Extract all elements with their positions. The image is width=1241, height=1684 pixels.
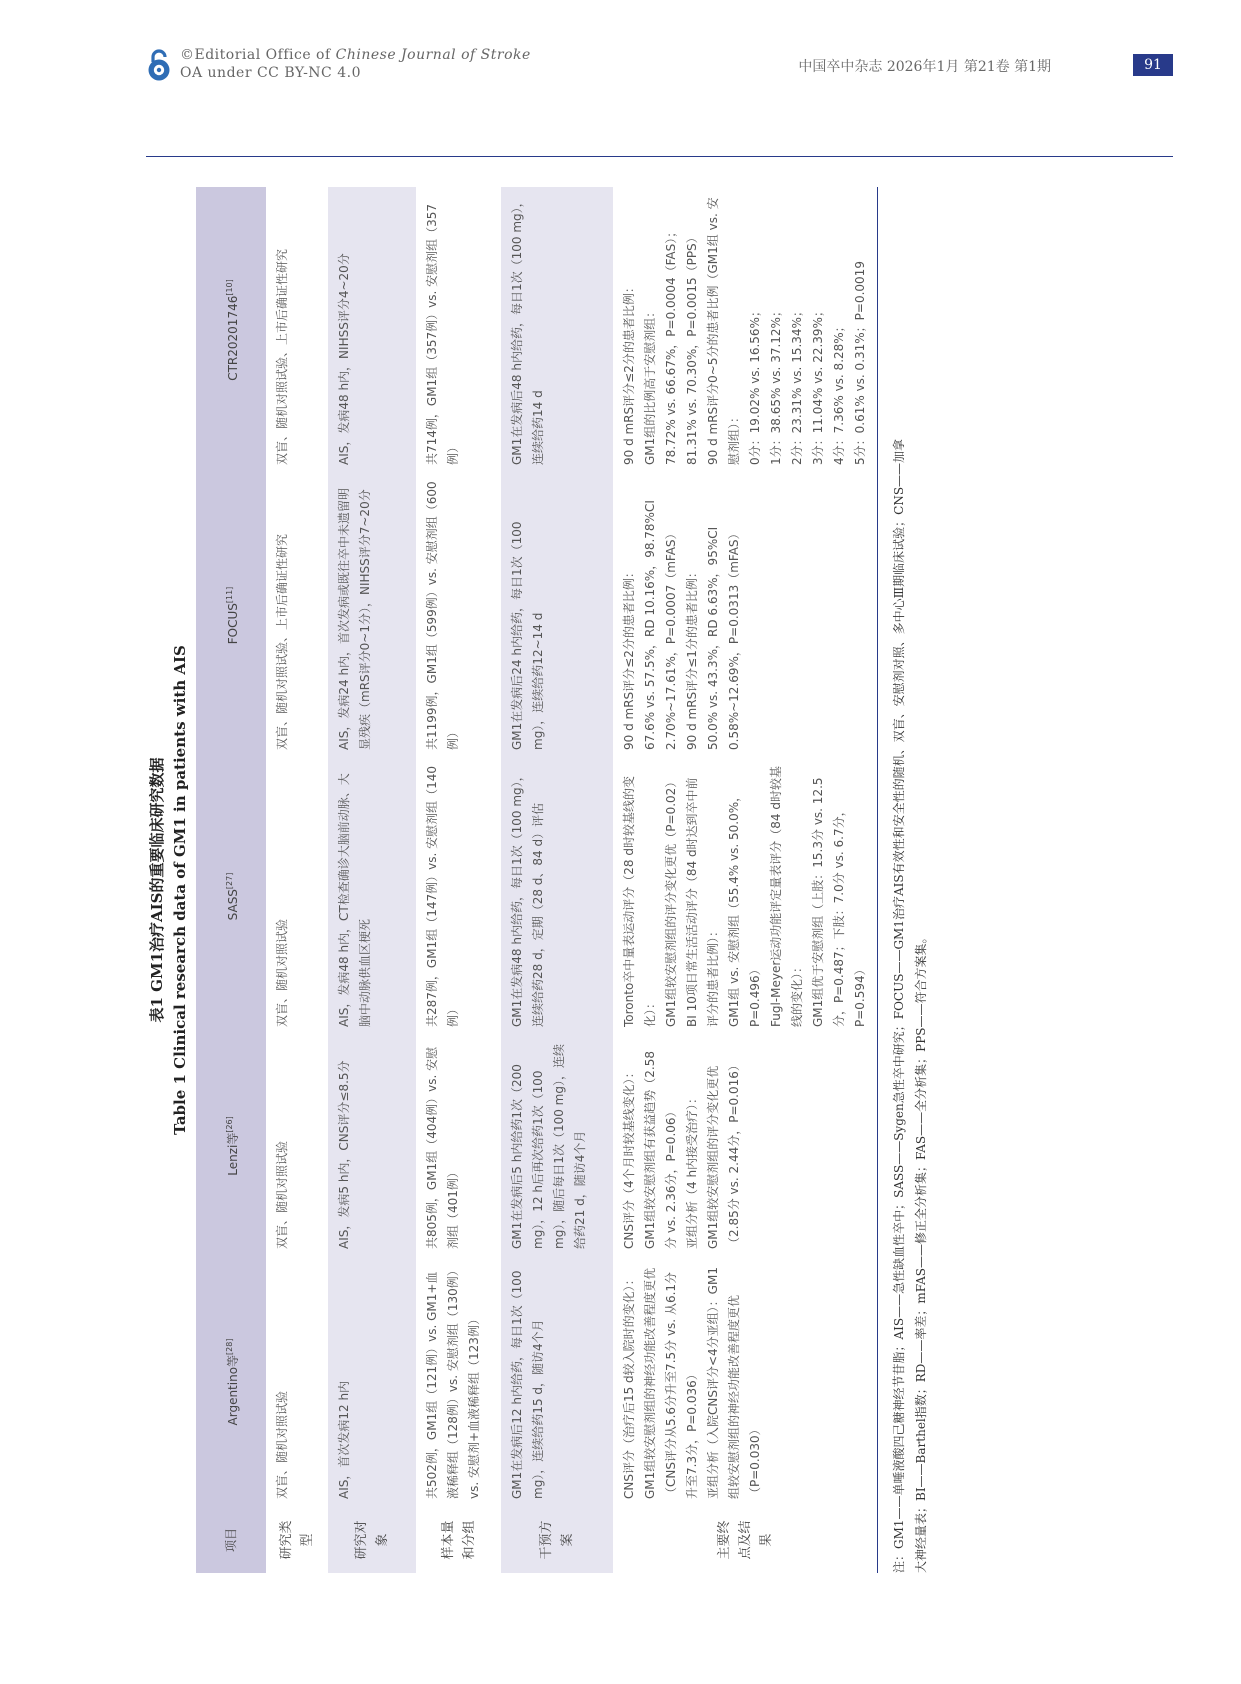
- table-cell: CNS评分（治疗后15 d较入院时的变化）： GM1组较安慰剂组的神经功能改善程度更优（CNS评分从5.6分升至7.5分 vs. 从6.1分升至7.3分，P=0.036） 亚组分析（入院CNS评分<4分亚组）：GM1组较安慰剂组的神经功能改善程度更优（P=0.030）: [613, 1257, 878, 1507]
- table-cell: AIS，首次发病12 h内: [328, 1257, 416, 1507]
- copyright-journal: Chinese Journal of Stroke: [335, 47, 531, 63]
- table-row: [501, 187, 613, 1573]
- table-cell: 双盲、随机对照试验、上市后确证性研究: [275, 248, 289, 465]
- table-cell: GM1在发病后24 h内给药，每日1次（100 mg），连续给药12~14 d: [501, 473, 613, 758]
- table-cell: GM1在发病后12 h内给药，每日1次（100 mg），连续给药15 d，随访4个月: [501, 1257, 613, 1507]
- table-row: [416, 187, 501, 1573]
- table-cell: 双盲、随机对照试验: [275, 918, 289, 1027]
- table-row: [613, 187, 878, 1573]
- page-number: 91: [1133, 54, 1173, 76]
- table-cell: 双盲、随机对照试验: [275, 1390, 289, 1499]
- header-focus: FOCUS[11]: [196, 473, 266, 758]
- table-footnote: [888, 187, 932, 1573]
- header-sass: SASS[27]: [196, 758, 266, 1035]
- table-cell: GM1在发病48 h内给药，每日1次（100 mg），连续给药28 d，定期（28 d、84 d）评估: [501, 758, 613, 1035]
- row-label: 研究对象: [328, 1507, 416, 1573]
- row-label: 主要终点及结果: [613, 1507, 878, 1573]
- table-cell: 双盲、随机对照试验、上市后确证性研究: [275, 533, 289, 750]
- table-header-row: [196, 187, 266, 1573]
- table-cell: 共502例，GM1组（121例）vs. GM1+血液稀释组（128例）vs. 安慰剂组（130例）vs. 安慰剂+血液稀释组（123例）: [425, 1270, 481, 1499]
- table-caption-en: Table 1 Clinical research data of GM1 in patients with AIS: [171, 645, 189, 1135]
- table-row: [266, 187, 328, 1573]
- table-cell: 双盲、随机对照试验: [275, 1140, 289, 1249]
- header-ctr: CTR20201746[10]: [196, 187, 266, 473]
- table-cell: CNS评分（4个月时较基线变化）： GM1组较安慰剂组有获益趋势（2.58分 vs. 2.36分，P=0.06） 亚组分析（4 h内接受治疗）： GM1组较安慰剂组的评分变化更优（2.85分 vs. 2.44分，P=0.016）: [613, 1035, 878, 1257]
- table-cell: AIS，发病48 h内，CT检查确诊大脑前动脉、大脑中动脉供血区梗死: [328, 758, 416, 1035]
- table-cell: GM1在发病后5 h内给药1次（200 mg），12 h后再次给药1次（100 mg），随后每日1次（100 mg），连续给药21 d，随访4个月: [501, 1035, 613, 1257]
- footnote-line-1: 注：GM1——单唾液酸四己糖神经节苷脂；AIS——急性缺血性卒中；SASS——Sygen急性卒中研究；FOCUS——GM1治疗AIS有效性和安全性的随机、双盲、安慰剂对照、多中心Ⅲ期临床试验；CNS——加拿: [892, 438, 906, 1573]
- header-argentino: Argentino等[28]: [196, 1257, 266, 1507]
- open-access-icon: [146, 48, 172, 82]
- table-cell: GM1在发病后48 h内给药，每日1次（100 mg），连续给药14 d: [501, 187, 613, 473]
- header-lenzi: Lenzi等[26]: [196, 1035, 266, 1257]
- table-cell: 共714例，GM1组（357例）vs. 安慰剂组（357例）: [425, 204, 460, 465]
- footnote-line-2: 大神经量表；BI——Barthel指数；RD——率差；mFAS——修正全分析集；FAS——全分析集；PPS——符合方案集。: [914, 931, 928, 1573]
- table-cell: AIS，发病5 h内，CNS评分≤8.5分: [328, 1035, 416, 1257]
- table-cell: 共805例，GM1组（404例）vs. 安慰剂组（401例）: [425, 1046, 460, 1249]
- copyright-prefix: ©Editorial Office of: [180, 47, 336, 63]
- table-caption-zh: 表1 GM1治疗AIS的重要临床研究数据: [148, 757, 166, 1023]
- row-label: 样本量和分组: [440, 1520, 477, 1560]
- license-line: OA under CC BY-NC 4.0: [180, 65, 361, 81]
- header-item: 项目: [196, 1507, 266, 1573]
- table-cell: 90 d mRS评分≤2分的患者比例： GM1组的比例高于安慰剂组： 78.72% vs. 66.67%，P=0.0004（FAS）； 81.31% vs. 70.30%，P=0.0015（PPS） 90 d mRS评分0~5分的患者比例（GM1组 vs. 安慰剂组）： 0分：19.02% vs. 16.56%； 1分：38.65% vs. 37.12%； 2分：23.31% vs. 15.34%； 3分：11.04% vs. 22.39%； 4分：7.36% vs. 8.28%； 5分：0.61% vs. 0.31%；P=0.0019: [613, 187, 878, 473]
- table-cell: AIS，发病48 h内，NIHSS评分4~20分: [328, 187, 416, 473]
- journal-info: 中国卒中杂志 2026年1月 第21卷 第1期: [798, 59, 1051, 75]
- table-cell: AIS，发病24 h内，首次发病或既往卒中未遗留明显残疾（mRS评分0~1分），NIHSS评分7~20分: [328, 473, 416, 758]
- clinical-data-table: [196, 187, 878, 1573]
- table-cell: Toronto卒中量表运动评分（28 d时较基线的变化）： GM1组较安慰剂组的评分变化更优（P=0.02） BI 10项日常生活活动评分（84 d时达到卒中前评分的患者比例）： GM1组 vs. 安慰剂组（55.4% vs. 50.0%，P=0.496） Fugl-Meyer运动功能评定量表评分（84 d时较基线的变化）： GM1组优于安慰剂组（上肢：15.3分 vs. 12.5分，P=0.487；下肢：7.0分 vs. 6.7分，P=0.594）: [613, 758, 878, 1035]
- row-label: 干预方案: [501, 1507, 613, 1573]
- header-divider: [146, 156, 1173, 157]
- copyright-notice: [180, 46, 531, 82]
- table-row: [328, 187, 416, 1573]
- table-cell: 共287例，GM1组（147例）vs. 安慰剂组（140例）: [425, 766, 460, 1027]
- table-cell: 90 d mRS评分≤2分的患者比例： 67.6% vs. 57.5%，RD 10.16%，98.78%CI 2.70%~17.61%，P=0.0007（mFAS） 90 d mRS评分≤1分的患者比例： 50.0% vs. 43.3%，RD 6.63%，95%CI 0.58%~12.69%，P=0.0313（mFAS）: [613, 473, 878, 758]
- rotated-table-page: [146, 185, 936, 1595]
- row-label: 研究类型: [279, 1520, 315, 1560]
- table-cell: 共1199例，GM1组（599例）vs. 安慰剂组（600例）: [425, 481, 460, 750]
